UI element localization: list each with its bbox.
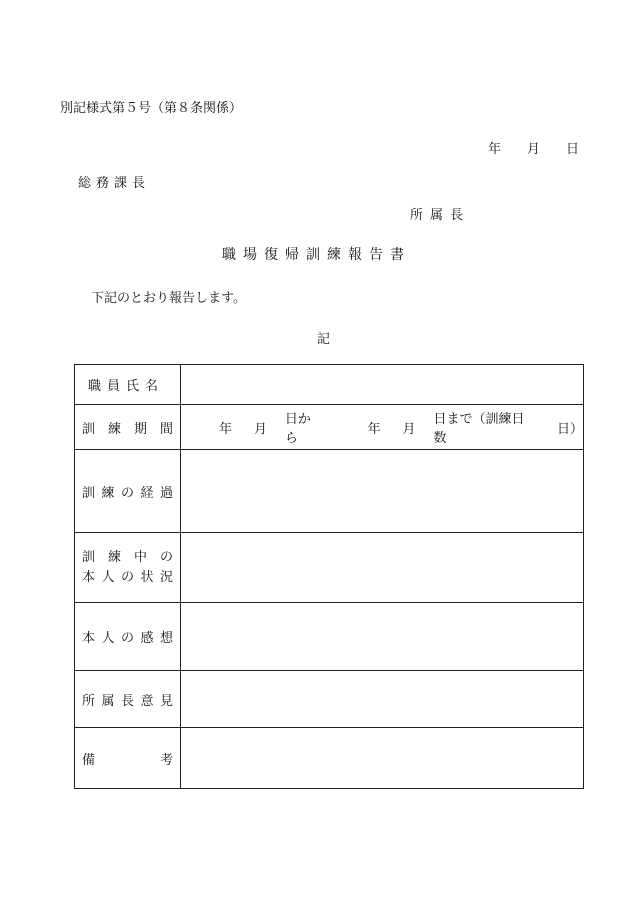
employee-name-label: 職員氏名 xyxy=(75,365,181,405)
table-row-remarks xyxy=(75,728,584,789)
training-period-field[interactable] xyxy=(181,405,584,450)
table-row-employee-impression xyxy=(75,603,584,671)
employee-impression-field[interactable] xyxy=(181,603,584,671)
table-row-employee-condition xyxy=(75,533,584,603)
addressee: 総務課長 xyxy=(78,176,151,191)
employee-condition-field[interactable] xyxy=(181,533,584,603)
period-day-to: 日まで（訓練日数 xyxy=(433,412,525,446)
supervisor-opinion-field[interactable] xyxy=(181,671,584,728)
supervisor-opinion-label: 所属長意見 xyxy=(75,671,181,728)
employee-condition-label: 訓練中の 本人の状況 xyxy=(75,533,181,603)
employee-name-field[interactable] xyxy=(181,365,584,405)
table-row-training-progress xyxy=(75,450,584,533)
training-period-label: 訓練期間 xyxy=(75,405,181,450)
training-period-text xyxy=(181,408,583,446)
period-day-from: 日から xyxy=(284,412,311,446)
remarks-label: 備考 xyxy=(75,728,181,789)
training-progress-field[interactable] xyxy=(181,450,584,533)
date-day-label: 日 xyxy=(566,142,580,157)
form-number-label: 別記様式第５号（第８条関係） xyxy=(60,101,243,116)
training-progress-label: 訓練の経過 xyxy=(75,450,181,533)
table-row-employee-name xyxy=(75,365,584,405)
intro-text: 下記のとおり報告します。 xyxy=(91,291,246,306)
table-row-supervisor-opinion xyxy=(75,671,584,728)
document-title: 職場復帰訓練報告書 xyxy=(222,247,411,263)
period-year-from: 年 xyxy=(219,421,233,437)
table-row-training-period xyxy=(75,405,584,450)
period-month-from: 月 xyxy=(253,421,267,437)
date-year-label: 年 xyxy=(488,142,502,157)
period-month-to: 月 xyxy=(402,421,416,437)
remarks-field[interactable] xyxy=(181,728,584,789)
period-year-to: 年 xyxy=(367,421,381,437)
date-month-label: 月 xyxy=(527,142,541,157)
employee-impression-label: 本人の感想 xyxy=(75,603,181,671)
date-line xyxy=(488,138,579,157)
ki-heading: 記 xyxy=(317,332,331,347)
period-days-close: 日） xyxy=(557,421,584,437)
report-table xyxy=(74,364,584,789)
sender: 所属長 xyxy=(410,208,471,223)
